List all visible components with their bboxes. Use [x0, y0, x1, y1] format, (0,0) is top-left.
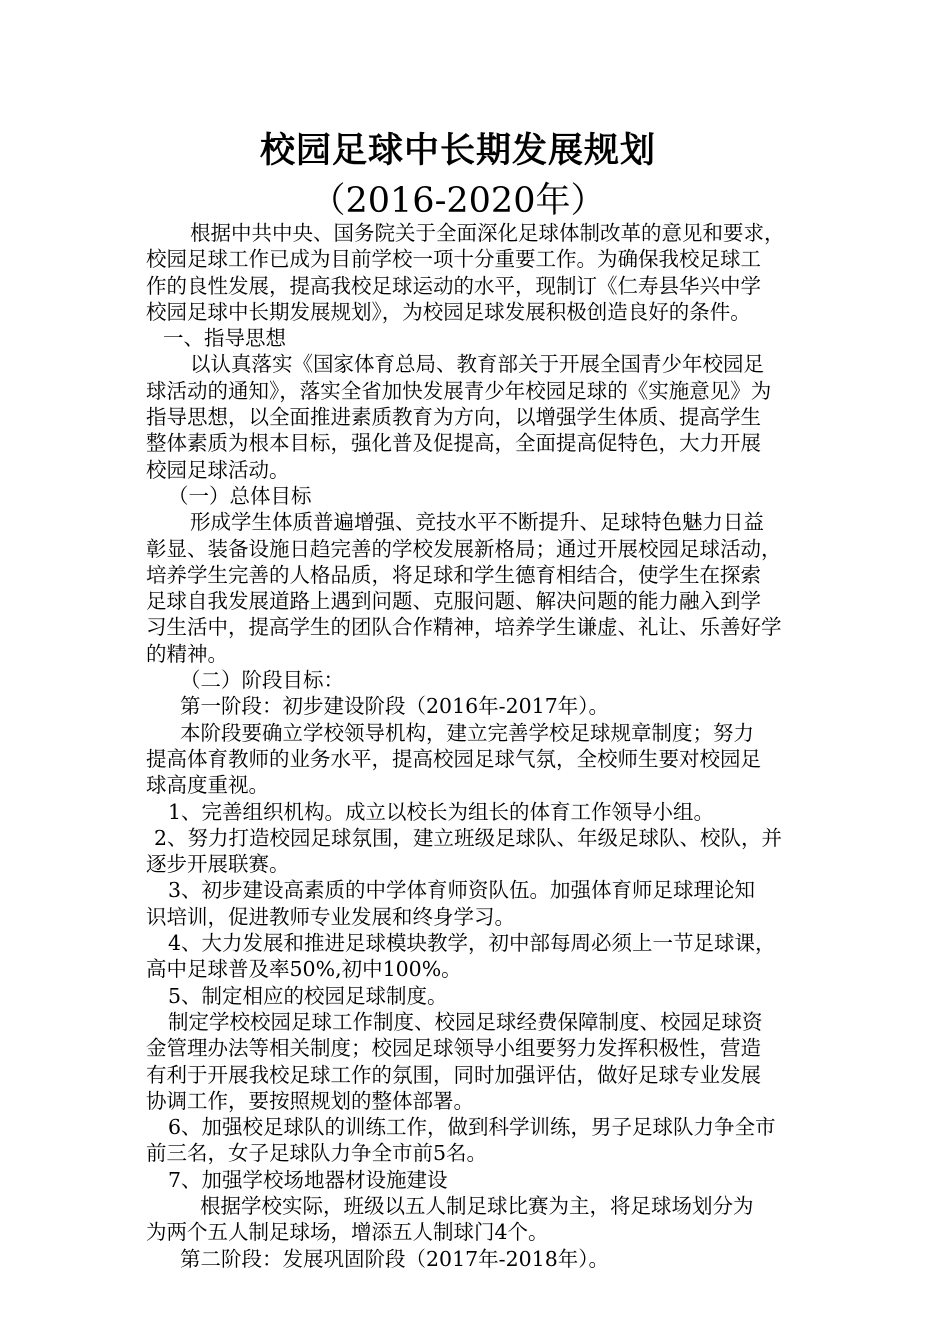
paragraph-line: 形成学生体质普遍增强、竞技水平不断提升、足球特色魅力日益 — [190, 510, 764, 535]
paragraph-line: 金管理办法等相关制度；校园足球领导小组要努力发挥积极性，营造 — [146, 1036, 761, 1061]
document-body — [146, 220, 810, 1272]
paragraph-line: 根据中共中央、国务院关于全面深化足球体制改革的意见和要求， — [190, 221, 785, 245]
paragraph-line: 习生活中，提高学生的团队合作精神，培养学生谦虚、礼让、乐善好学 — [146, 615, 782, 640]
document-title: 校园足球中长期发展规划 — [259, 130, 656, 171]
paragraph-line: 球活动的通知》，落实全省加快发展青少年校园足球的《实施意见》为 — [146, 378, 772, 403]
list-item: 3、初步建设高素质的中学体育师资队伍。加强体育师足球理论知 — [168, 878, 756, 903]
paragraph-line: 高中足球普及率50%,初中100%。 — [146, 957, 462, 982]
paragraph-line: 为两个五人制足球场，增添五人制球门4个。 — [146, 1220, 549, 1245]
paragraph-line: 培养学生完善的人格品质，将足球和学生德育相结合，使学生在探索 — [146, 562, 761, 587]
paragraph-line: 前三名，女子足球队力争全市前5名。 — [146, 1141, 488, 1166]
list-item: 5、制定相应的校园足球制度。 — [168, 983, 448, 1008]
paragraph-line: 校园足球中长期发展规划》，为校园足球发展积极创造良好的条件。 — [146, 299, 751, 324]
paragraph-line: 校园足球活动。 — [146, 457, 290, 482]
paragraph-line: 提高体育教师的业务水平，提高校园足球气氛，全校师生要对校园足 — [146, 746, 761, 771]
list-item: 4、大力发展和推进足球模块教学，初中部每周必须上一节足球课， — [168, 931, 776, 956]
list-item: 2、努力打造校园足球氛围，建立班级足球队、年级足球队、校队，并 — [154, 825, 783, 850]
paragraph-line: 整体素质为根本目标，强化普及促提高，全面提高促特色，大力开展 — [146, 431, 761, 456]
paragraph-line: 逐步开展联赛。 — [146, 852, 290, 877]
stage-heading: 第一阶段：初步建设阶段（2016年-2017年）。 — [180, 694, 610, 719]
list-item: 1、完善组织机构。成立以校长为组长的体育工作领导小组。 — [168, 799, 715, 824]
section-heading: 一、指导思想 — [163, 326, 286, 351]
paragraph-line: 足球自我发展道路上遇到问题、克服问题、解决问题的能力融入到学 — [146, 589, 761, 614]
paragraph-line: 根据学校实际，班级以五人制足球比赛为主，将足球场划分为 — [200, 1193, 754, 1218]
paragraph-line: 指导思想，以全面推进素质教育为方向，以增强学生体质、提高学生 — [146, 405, 761, 430]
list-item: 6、加强校足球队的训练工作，做到科学训练，男子足球队力争全市 — [168, 1115, 776, 1140]
stage-heading: 第二阶段：发展巩固阶段（2017年-2018年）。 — [180, 1246, 610, 1271]
paragraph-line: 识培训，促进教师专业发展和终身学习。 — [146, 904, 515, 929]
paragraph-line: 球高度重视。 — [146, 773, 269, 798]
paragraph-line: 有利于开展我校足球工作的氛围，同时加强评估，做好足球专业发展 — [146, 1062, 761, 1087]
paragraph-line: 制定学校校园足球工作制度、校园足球经费保障制度、校园足球资 — [168, 1009, 763, 1034]
paragraph-line: 本阶段要确立学校领导机构，建立完善学校足球规章制度；努力 — [180, 720, 754, 745]
document-subtitle: （2016-2020年） — [310, 181, 606, 221]
paragraph-line: 作的良性发展，提高我校足球运动的水平，现制订《仁寿县华兴中学 — [146, 273, 761, 298]
subsection-heading: （二）阶段目标： — [180, 668, 344, 693]
subsection-heading: （一）总体目标 — [168, 483, 312, 508]
paragraph-line: 以认真落实《国家体育总局、教育部关于开展全国青少年校园足 — [190, 352, 764, 377]
paragraph-line: 彰显、装备设施日趋完善的学校发展新格局；通过开展校园足球活动， — [146, 536, 782, 561]
paragraph-line: 的精神。 — [146, 641, 228, 666]
paragraph-line: 校园足球工作已成为目前学校一项十分重要工作。为确保我校足球工 — [146, 247, 761, 272]
paragraph-line: 协调工作，要按照规划的整体部署。 — [146, 1088, 474, 1113]
list-item: 7、加强学校场地器材设施建设 — [168, 1167, 448, 1192]
